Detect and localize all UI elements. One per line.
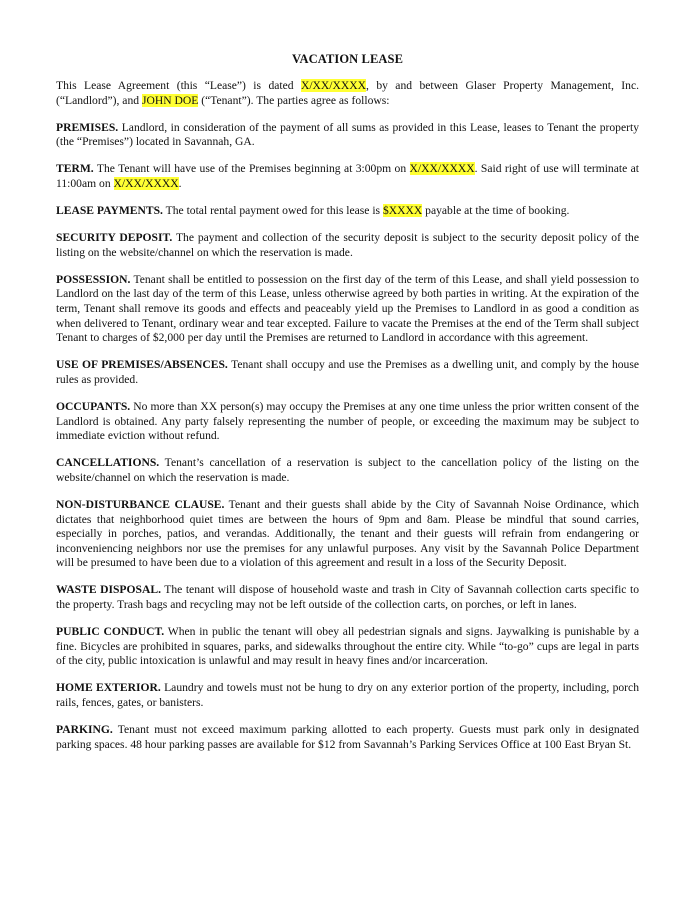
payment-amount-field: $XXXX: [382, 204, 423, 218]
term-text-3: .: [178, 176, 182, 190]
premises-section: [56, 121, 639, 150]
non-disturbance-text: Tenant and their guests shall abide by the City of Savannah Noise Ordinance, which dictates that neighborhood quiet times are between the hours of 9pm and 8am. Please be mindful that sound carries, especially in porches, patios, and verandas. Additionally, the tenant and their guests will refrain from endangering or inconveniencing neighbors nor use the premises for any unlawful purposes. Any visit by the Savannah Police Department will be presumed to have been due to a violation of this agreement and result in a loss of the Security Deposit.: [56, 497, 639, 570]
non-disturbance-heading: NON-DISTURBANCE CLAUSE.: [56, 497, 225, 511]
intro-text-3: (“Tenant”). The parties agree as follows:: [198, 93, 390, 107]
intro-paragraph: [56, 79, 639, 108]
term-text-1: The Tenant will have use of the Premises beginning at 3:00pm on: [93, 162, 410, 176]
waste-disposal-text: The tenant will dispose of household waste and trash in City of Savannah collection carts specific to the property. Trash bags and recycling may not be left outside of the collection carts, on porches, or left in lanes.: [56, 583, 639, 612]
cancellations-text: Tenant’s cancellation of a reservation is subject to the cancellation policy of the listing on the website/channel on which the reservation is made.: [56, 456, 639, 484]
lease-payments-text-1: The total rental payment owed for this lease is: [162, 204, 383, 218]
security-deposit-section: [56, 231, 639, 260]
cancellations-section: [56, 456, 639, 485]
security-deposit-heading: SECURITY DEPOSIT.: [56, 231, 173, 245]
term-heading: TERM.: [56, 162, 94, 176]
document-page: [56, 52, 639, 765]
public-conduct-section: [56, 625, 639, 669]
lease-date-field: X/XX/XXXX: [300, 79, 367, 92]
lease-payments-heading: LEASE PAYMENTS.: [56, 204, 163, 218]
possession-section: [56, 273, 639, 346]
security-deposit-text: The payment and collection of the security deposit is subject to the security deposit policy of the listing on the website/channel on which the reservation is made.: [56, 231, 639, 259]
tenant-name-field: JOHN DOE: [141, 93, 199, 107]
lease-payments-section: [56, 204, 639, 219]
possession-text: Tenant shall be entitled to possession on the first day of the term of this Lease, and shall yield possession to Landlord on the last day of the term of this Lease, unless otherwise agreed by both parties in writing. At the expiration of the term, Tenant shall remove its goods and effects and peaceably yield up the Premises to Landlord in as good a condition as when delivered to Tenant, ordinary wear and tear excepted. Failure to vacate the Premises at the end of the Term shall subject Tenant to charges of $2,000 per day until the Premises are returned to Landlord in accordance with this agreement.: [56, 272, 639, 345]
term-start-date-field: X/XX/XXXX: [409, 162, 475, 176]
occupants-text: No more than XX person(s) may occupy the Premises at any one time unless the prior written consent of the Landlord is obtained. Any party falsely representing the number of people, or exceeding the maximum may be subject to immediate eviction without refund.: [56, 400, 639, 443]
parking-heading: PARKING.: [56, 723, 113, 737]
waste-disposal-heading: WASTE DISPOSAL.: [56, 583, 161, 597]
occupants-section: [56, 400, 639, 444]
term-text-2: . Said right of use will terminate at 11:00am on: [56, 162, 639, 190]
home-exterior-text: Laundry and towels must not be hung to dry on any exterior portion of the property, including, porch rails, fences, gates, or banisters.: [56, 681, 639, 709]
intro-text-2: , by and between Glaser Property Management, Inc. (“Landlord”), and: [56, 79, 639, 107]
waste-disposal-section: [56, 583, 639, 612]
term-section: [56, 162, 639, 191]
parking-text: Tenant must not exceed maximum parking allotted to each property. Guests must park only in designated parking spaces. 48 hour parking passes are available for $12 from Savannah’s Parking Services Office at 100 East Bryan St.: [56, 723, 639, 751]
use-of-premises-text: Tenant shall occupy and use the Premises as a dwelling unit, and comply by the house rules as provided.: [56, 358, 640, 386]
occupants-heading: OCCUPANTS.: [56, 400, 131, 413]
document-title: VACATION LEASE: [291, 52, 404, 66]
possession-heading: POSSESSION.: [56, 272, 131, 286]
cancellations-heading: CANCELLATIONS.: [56, 456, 160, 470]
public-conduct-text: When in public the tenant will obey all pedestrian signals and signs. Jaywalking is punishable by a fine. Bicycles are prohibited in squares, parks, and sidewalks throughout the entire city. While “to-go” cups are legal in parts of the city, public intoxication is unlawful and may result in heavy fines and/or incarceration.: [56, 625, 639, 668]
premises-text: Landlord, in consideration of the payment of all sums as provided in this Lease, leases to Tenant the property (the “Premises”) located in Savannah, GA.: [56, 120, 639, 149]
term-end-date-field: X/XX/XXXX: [113, 176, 179, 190]
intro-text-1: This Lease Agreement (this “Lease”) is dated: [56, 79, 301, 92]
home-exterior-section: [56, 681, 639, 710]
parking-section: [56, 723, 639, 752]
premises-heading: PREMISES.: [56, 120, 119, 134]
non-disturbance-section: [56, 498, 639, 571]
lease-payments-text-2: payable at the time of booking.: [422, 204, 570, 218]
use-of-premises-section: [56, 358, 639, 387]
public-conduct-heading: PUBLIC CONDUCT.: [56, 625, 165, 639]
use-of-premises-heading: USE OF PREMISES/ABSENCES.: [56, 358, 228, 372]
home-exterior-heading: HOME EXTERIOR.: [56, 681, 161, 695]
